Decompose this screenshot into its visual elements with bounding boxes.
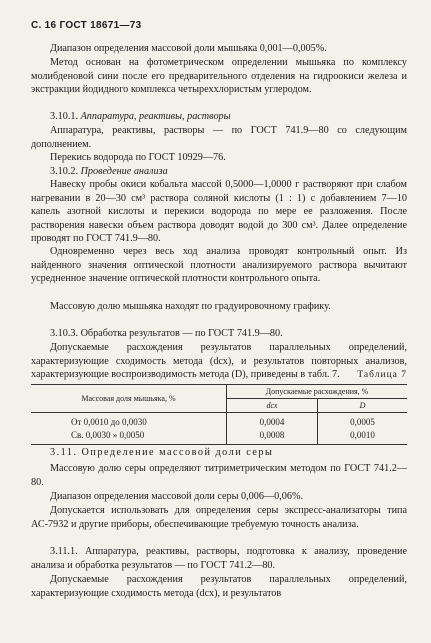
paragraph-arsenic-range: Диапазон определения массовой доли мышьяка 0,001—0,005%. xyxy=(50,43,327,54)
table-cell-D: 0,0005 xyxy=(317,413,407,430)
table-cell-D: 0,0010 xyxy=(317,429,407,445)
table-caption: Таблица 7 xyxy=(357,370,407,380)
column-header-mass-fraction: Массовая доля мышьяка, % xyxy=(31,385,227,413)
paragraph-control-test: Одновременно через весь ход анализа проводят контрольный опыт. Из найденного значения оптической плотности анализируемого раствора вычитают усредненное значение оптической плотности контрольного опыта. xyxy=(31,246,407,285)
paragraph-sulfur-method: Массовую долю серы определяют титриметрическим методом по ГОСТ 741.2—80. xyxy=(31,463,407,488)
paragraph-sulfur-range: Диапазон определения массовой доли серы 0,006—0,06%. xyxy=(50,491,304,502)
table-cell-dcx: 0,0004 xyxy=(227,413,318,430)
paragraph-calibration: Массовую долю мышьяка находят по градуировочному графику. xyxy=(50,301,331,312)
column-header-dcx: dсх xyxy=(227,399,318,413)
column-group-header: Допускаемые расхождения, % xyxy=(227,385,407,399)
paragraph-method-basis: Метод основан на фотометрическом определении мышьяка по комплексу молибденовой сини после его предварительного отделения на гидроокиси железа и экстракции йодидного комплекса четыреххлористым углеродом. xyxy=(31,57,407,96)
paragraph-tolerances: Допускаемые расхождения результатов параллельных определений, характеризующие сходимость метода (dсх), и результатов повторных анализов, характеризующие воспроизводимость метода (D), приведены в табл. 7. xyxy=(31,342,407,381)
paragraph-express-analyzers: Допускается использовать для определения серы экспресс-анализаторы типа АС-7932 и другие приборы, обеспечивающие требуемую точность анализа. xyxy=(31,505,407,530)
page-header: С. 16 ГОСТ 18671—73 xyxy=(31,20,142,31)
column-header-D: D xyxy=(317,399,407,413)
section-number: 3.10.2. xyxy=(50,166,79,177)
section-title: Проведение анализа xyxy=(80,166,168,177)
section-title: Аппаратура, реактивы, растворы xyxy=(80,111,231,122)
table-cell-dcx: 0,0008 xyxy=(227,429,318,445)
section-3-10-1-heading xyxy=(31,110,407,124)
table-row-range: Св. 0,0030 » 0,0050 xyxy=(71,430,145,440)
paragraph-processing: 3.10.3. Обработка результатов — по ГОСТ 741.9—80. xyxy=(50,328,283,339)
paragraph-3-11-1: 3.11.1. Аппаратура, реактивы, растворы, подготовка к анализу, проведение анализа и обработка результатов — по ГОСТ 741.2—80. xyxy=(31,546,407,571)
section-3-11-heading: 3.11. Определение массовой доли серы xyxy=(50,447,274,458)
table-7 xyxy=(31,384,407,445)
paragraph-apparatus: Аппаратура, реактивы, растворы — по ГОСТ 741.9—80 со следующим дополнением. xyxy=(31,125,407,150)
paragraph-sulfur-tolerances: Допускаемые расхождения результатов параллельных определений, характеризующие сходимость метода (dсх), и результатов xyxy=(31,574,407,599)
table-row-range: От 0,0010 до 0,0030 xyxy=(71,417,147,427)
section-number: 3.10.1. xyxy=(50,111,79,122)
section-3-10-2-heading xyxy=(31,165,407,179)
paragraph-sample-prep: Навеску пробы окиси кобальта массой 0,5000—1,0000 г растворяют при слабом нагревании в 20—30 см³ раствора соляной кислоты (1 : 1) с добавлением 7—10 капель азотной кислоты и перекиси водорода по мере ее разложения. После растворения навески объем раствора доводят водой до 300 см³. Далее определение проводят по ГОСТ 741.9—80. xyxy=(31,179,407,245)
paragraph-peroxide: Перекись водорода по ГОСТ 10929—76. xyxy=(50,152,226,163)
